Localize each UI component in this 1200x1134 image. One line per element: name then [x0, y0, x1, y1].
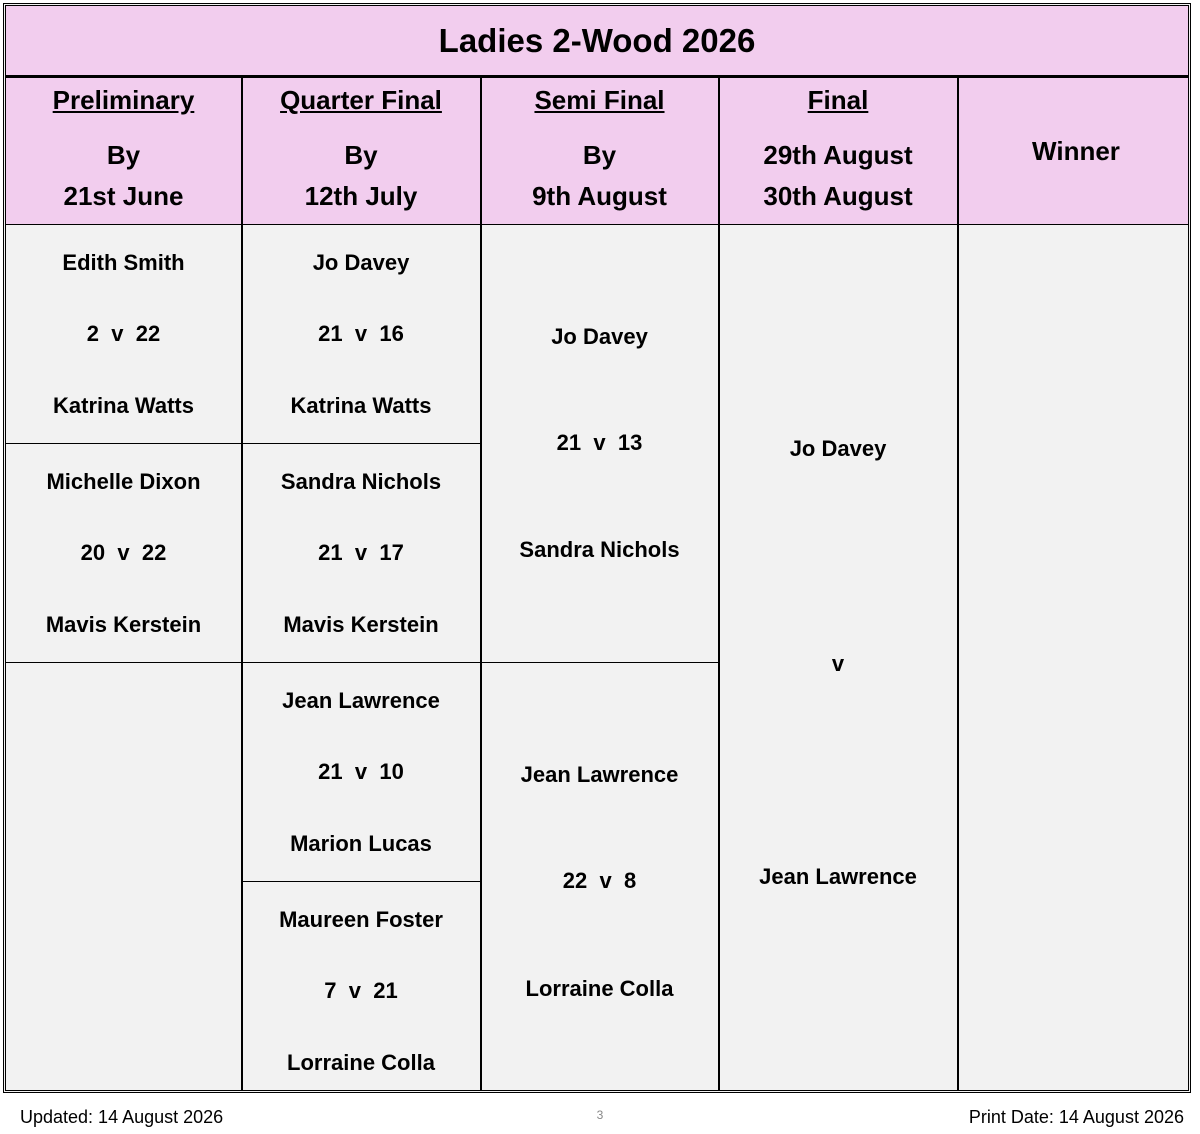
- round-header-final: [719, 78, 957, 225]
- player-name: Marion Lucas: [290, 831, 432, 856]
- match-score: 20 v 22: [80, 540, 167, 565]
- player-name: Jean Lawrence: [520, 762, 679, 787]
- round-header-semi-final: [481, 78, 718, 225]
- winner-label: Winner: [1032, 136, 1120, 166]
- match-score: 21 v 10: [318, 759, 404, 784]
- match-score: 2 v 22: [86, 321, 161, 346]
- round-deadline-label: By: [106, 140, 141, 170]
- sheet-title: Ladies 2-Wood 2026: [6, 6, 1188, 78]
- round-name: Quarter Final: [280, 85, 442, 115]
- match-prelim-1: [6, 225, 241, 444]
- print-date: Print Date: 14 August 2026: [968, 1107, 1184, 1127]
- round-header-preliminary: [6, 78, 241, 225]
- round-date-2: 30th August: [763, 181, 913, 211]
- match-qf-4: [242, 882, 480, 1093]
- round-name: Final: [807, 85, 869, 115]
- player-name: Sandra Nichols: [519, 537, 680, 562]
- player-name: Katrina Watts: [53, 393, 194, 418]
- player-name: Mavis Kerstein: [283, 612, 439, 637]
- player-name: Katrina Watts: [290, 393, 432, 418]
- page-number: 3: [596, 1108, 604, 1122]
- player-name: Sandra Nichols: [280, 469, 442, 494]
- player-name: Jean Lawrence: [282, 688, 440, 713]
- match-score: 22 v 8: [562, 868, 637, 893]
- player-name: Mavis Kerstein: [45, 612, 202, 637]
- match-score: 21 v 17: [318, 540, 404, 565]
- player-name: Edith Smith: [62, 250, 185, 275]
- player-name: Lorraine Colla: [287, 1050, 435, 1075]
- match-sf-2: [481, 663, 718, 1093]
- updated-date: Updated: 14 August 2026: [20, 1107, 224, 1127]
- match-score: 21 v 13: [556, 430, 643, 455]
- match-prelim-2: [6, 444, 241, 663]
- round-deadline-label: By: [344, 140, 378, 170]
- round-deadline-label: By: [582, 140, 617, 170]
- match-final: [719, 225, 957, 1093]
- round-header-quarter-final: [242, 78, 480, 225]
- round-deadline-date: 21st June: [63, 181, 184, 211]
- player-name: Lorraine Colla: [525, 976, 674, 1001]
- player-name: Jean Lawrence: [759, 864, 917, 889]
- player-name: Jo Davey: [312, 250, 410, 275]
- player-name: Michelle Dixon: [46, 469, 201, 494]
- player-name: Jo Davey: [551, 324, 648, 349]
- match-score: 7 v 21: [324, 978, 398, 1003]
- round-deadline-date: 12th July: [304, 181, 418, 211]
- match-qf-2: [242, 444, 480, 663]
- round-name: Semi Final: [534, 85, 665, 115]
- round-header-winner: [958, 78, 1191, 225]
- round-date-1: 29th August: [763, 140, 913, 170]
- winner-cell: [958, 225, 1191, 1093]
- match-score: 21 v 16: [318, 321, 404, 346]
- match-qf-1: [242, 225, 480, 444]
- player-name: Jo Davey: [789, 436, 887, 461]
- round-deadline-date: 9th August: [532, 181, 667, 211]
- match-score: v: [831, 651, 845, 676]
- player-name: Maureen Foster: [279, 907, 443, 932]
- draw-sheet: [3, 3, 1191, 1093]
- round-name: Preliminary: [52, 85, 195, 115]
- match-sf-1: [481, 225, 718, 663]
- match-qf-3: [242, 663, 480, 882]
